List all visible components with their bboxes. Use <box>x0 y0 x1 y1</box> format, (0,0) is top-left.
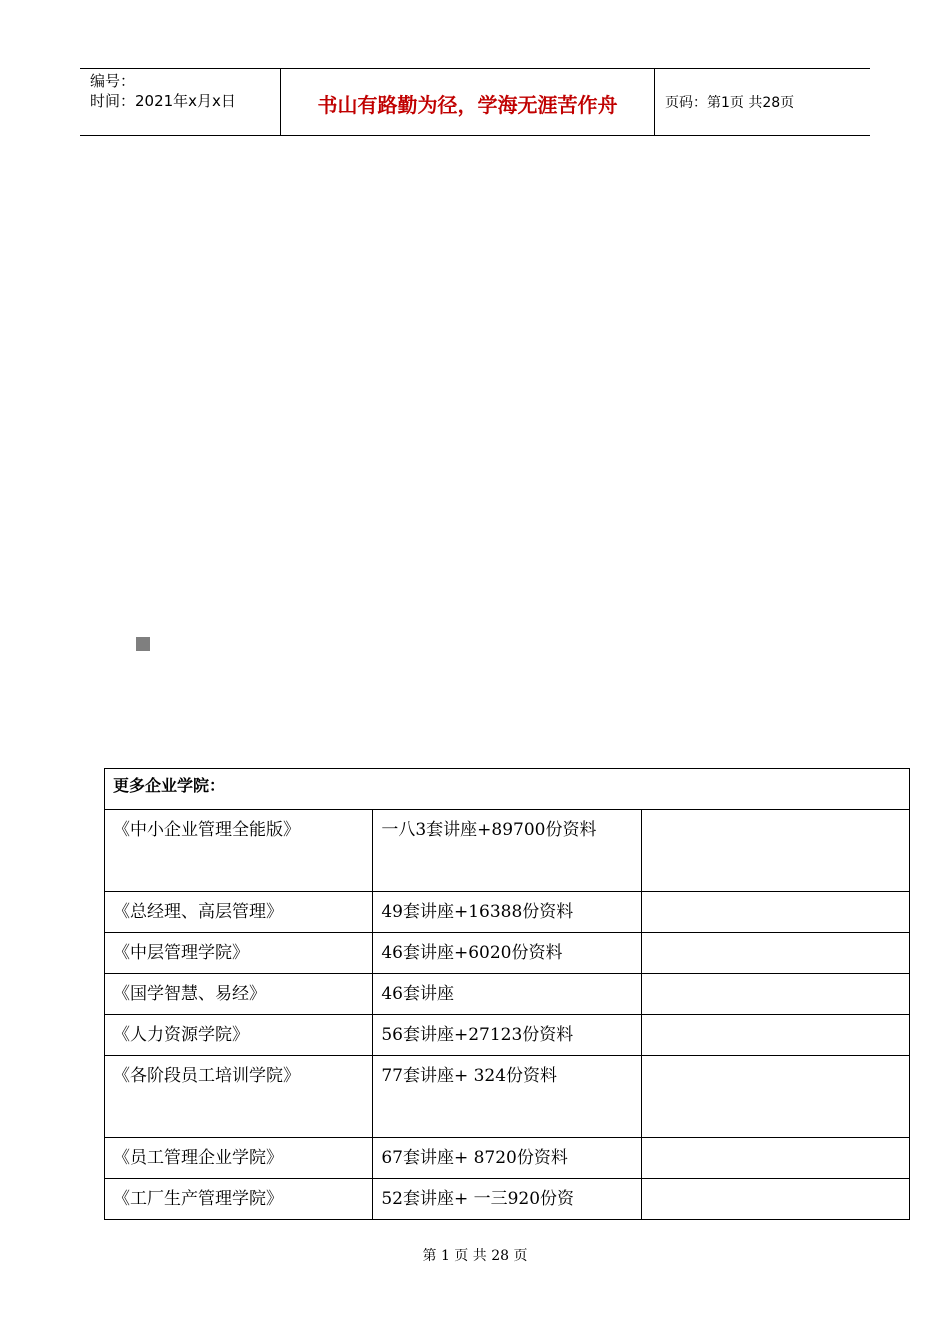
course-name: 《人力资源学院》 <box>105 1015 373 1056</box>
table-row <box>105 1015 910 1056</box>
course-detail: 46套讲座+6020份资料 <box>373 933 641 974</box>
course-detail: 49套讲座+16388份资料 <box>373 892 641 933</box>
course-name: 《各阶段员工培训学院》 <box>105 1056 373 1138</box>
header-page-info: 页码：第1页 共28页 <box>665 95 795 111</box>
gray-square-marker <box>136 637 150 651</box>
courses-table <box>104 768 910 1220</box>
table-row <box>105 933 910 974</box>
document-date-label: 时间：2021年x月x日 <box>90 92 236 110</box>
table-row <box>105 1179 910 1220</box>
course-name: 《工厂生产管理学院》 <box>105 1179 373 1220</box>
course-detail: 一八3套讲座+89700份资料 <box>373 810 641 892</box>
course-extra <box>641 810 909 892</box>
course-extra <box>641 892 909 933</box>
course-name: 《员工管理企业学院》 <box>105 1138 373 1179</box>
table-row <box>105 1138 910 1179</box>
course-extra <box>641 974 909 1015</box>
course-name: 《总经理、高层管理》 <box>105 892 373 933</box>
course-extra <box>641 1138 909 1179</box>
table-row <box>105 892 910 933</box>
course-extra <box>641 1015 909 1056</box>
course-detail: 46套讲座 <box>373 974 641 1015</box>
course-detail: 52套讲座+ 一三920份资 <box>373 1179 641 1220</box>
course-name: 《中小企业管理全能版》 <box>105 810 373 892</box>
course-detail: 77套讲座+ 324份资料 <box>373 1056 641 1138</box>
table-row <box>105 974 910 1015</box>
document-number-label: 编号： <box>90 72 136 90</box>
header-motto: 书山有路勤为径，学海无涯苦作舟 <box>317 93 618 117</box>
header-page-cell <box>655 69 870 135</box>
course-detail: 56套讲座+27123份资料 <box>373 1015 641 1056</box>
table-row <box>105 1056 910 1138</box>
table-row <box>105 810 910 892</box>
page-footer: 第 1 页 共 28 页 <box>422 1248 528 1264</box>
course-extra <box>641 1179 909 1220</box>
courses-table-heading: 更多企业学院： <box>105 769 910 810</box>
header-motto-cell <box>281 69 655 135</box>
page-header <box>80 68 870 136</box>
course-name: 《国学智慧、易经》 <box>105 974 373 1015</box>
course-extra <box>641 933 909 974</box>
course-name: 《中层管理学院》 <box>105 933 373 974</box>
course-extra <box>641 1056 909 1138</box>
course-detail: 67套讲座+ 8720份资料 <box>373 1138 641 1179</box>
header-meta-cell <box>80 69 281 135</box>
